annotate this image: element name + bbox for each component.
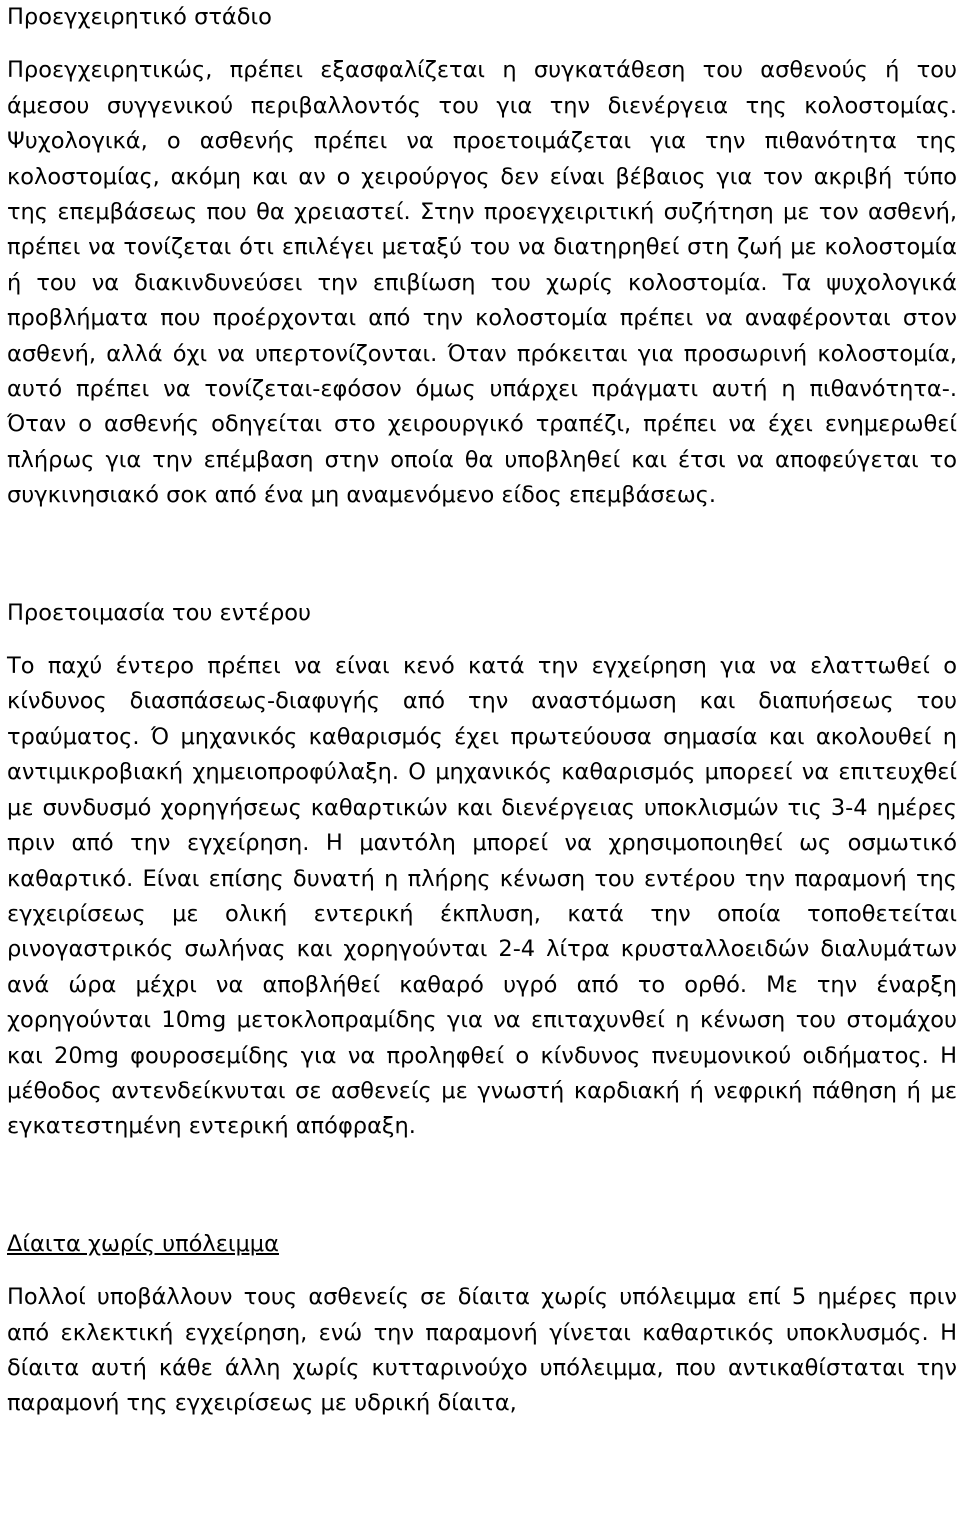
section-heading-low-residue-diet: Δίαιτα χωρίς υπόλειμμα bbox=[7, 1230, 279, 1257]
section-body-preoperative: Προεγχειρητικώς, πρέπει εξασφαλίζεται η συγκατάθεση του ασθενούς ή του άμεσου συγγενικού περιβαλλοντός του για την διενέργεια της κολοστομίας. Ψυχολογικά, ο ασθενής πρέπει να προετοιμάζεται για την πιθανότητα της κολοστομίας, ακόμη και αν ο χειρούργος δεν είναι βέβαιος για τον ακριβή τύπο της επεμβάσεως που θα χρειαστεί. Στην προεγχειριτική συζήτηση με τον ασθενή, πρέπει να τονίζεται ότι επιλέγει μεταξύ του να διατηρηθεί στη ζωή με κολοστομία ή του να διακινδυνεύσει την επιβίωση του χωρίς κολοστομία. Τα ψυχολογικά προβλήματα που προέρχονται από την κολοστομία πρέπει να αναφέρονται στον ασθενή, αλλά όχι να υπερτονίζονται. Όταν πρόκειται για προσωρινή κολοστομία, αυτό πρέπει να τονίζεται-εφόσον όμως υπάρχει πράγματι αυτή η πιθανότητα-. Όταν ο ασθενής οδηγείται στο χειρουργικό τραπέζι, πρέπει να έχει ενημερωθεί πλήρως για την επέμβαση στην οποία θα υποβληθεί και έτσι να αποφεύγεται το συγκινησιακό σοκ από ένα μη αναμενόμενο είδος επεμβάσεως. bbox=[7, 57, 957, 509]
spacer bbox=[7, 1145, 957, 1227]
spacer bbox=[7, 1262, 957, 1280]
spacer bbox=[7, 514, 957, 596]
section-body-low-residue-diet: Πολλοί υποβάλλουν τους ασθενείς σε δίαιτα χωρίς υπόλειμμα επί 5 ημέρες πριν από εκλεκτική εγχείρηση, ενώ την παραμονή γίνεται καθαρτικός υποκλυσμός. Η δίαιτα αυτή κάθε άλλη χωρίς κυτταρινούχο υπόλειμμα, που αντικαθίσταται την παραμονή της εγχειρίσεως με υδρική δίαιτα, bbox=[7, 1284, 957, 1417]
document-page bbox=[7, 0, 957, 1422]
section-heading-bowel-prep: Προετοιμασία του εντέρου bbox=[7, 599, 312, 626]
spacer bbox=[7, 631, 957, 649]
spacer bbox=[7, 35, 957, 53]
section-body-bowel-prep: Το παχύ έντερο πρέπει να είναι κενό κατά την εγχείρηση για να ελαττωθεί ο κίνδυνος διασπάσεως-διαφυγής από την αναστόμωση και διαπυήσεως του τραύματος. Ό μηχανικός καθαρισμός έχει πρωτεύουσα σημασία και ακολουθεί η αντιμικροβιακή χημειοπροφύλαξη. Ο μηχανικός καθαρισμός μπορεεί να επιτευχθεί με συνδυσμό χορηγήσεως καθαρτικών και διενέργειας υποκλισμών τις 3-4 ημέρες πριν από την εγχείρηση. Η μαντόλη μπορεί να χρησιμοποιηθεί ως οσμωτικό καθαρτικό. Είναι επίσης δυνατή η πλήρης κένωση του εντέρου την παραμονή της εγχειρίσεως με ολική εντερική έκπλυση, κατά την οποία τοποθετείται ρινογαστρικός σωλήνας και χορηγούνται 2-4 λίτρα κρυσταλλοειδών διαλυμάτων ανά ώρα μέχρι να αποβλήθεί καθαρό υγρό από το ορθό. Με την έναρξη χορηγούνται 10mg μετοκλοπραμίδης για να επιταχυνθεί η κένωση του στομάχου και 20mg φουροσεμίδης για να προληφθεί ο κίνδυνος πνευμονικού οιδήματος. Η μέθοδος αντενδείκνυται σε ασθενείς με γνωστή καρδιακή ή νεφρική πάθηση ή με εγκατεστημένη εντερική απόφραξη. bbox=[7, 653, 957, 1140]
section-heading-preoperative: Προεγχειρητικό στάδιο bbox=[7, 4, 272, 30]
